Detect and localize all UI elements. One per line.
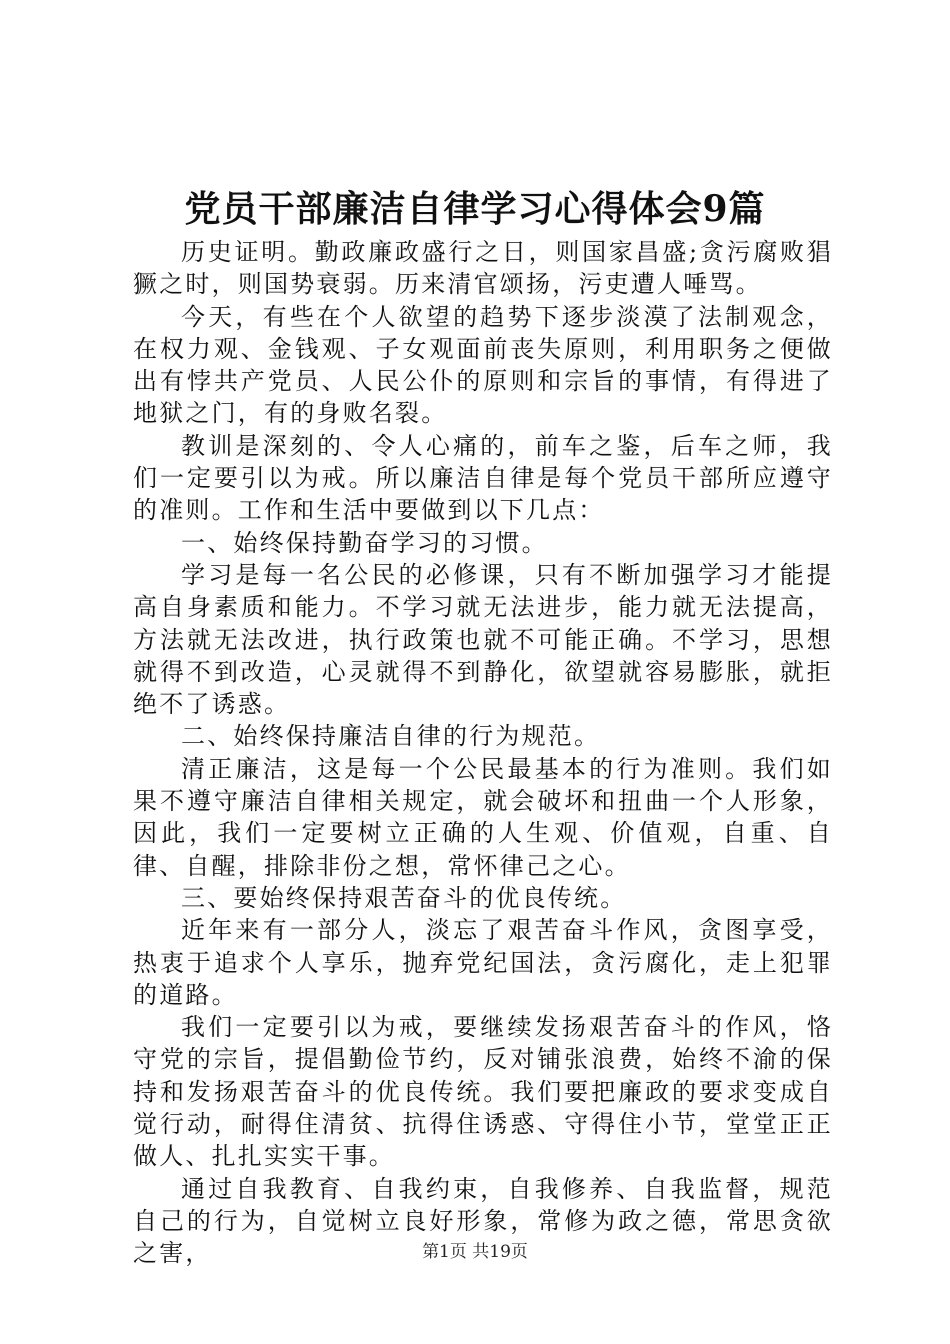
- paragraph: 通过自我教育、自我约束，自我修养、自我监督，规范自己的行为，自觉树立良好形象，常修为政之德，常思贪欲之害，: [133, 1174, 833, 1268]
- paragraph: 清正廉洁，这是每一个公民最基本的行为准则。我们如果不遵守廉洁自律相关规定，就会破坏和扭曲一个人形象，因此，我们一定要树立正确的人生观、价值观，自重、自律、自醒，排除非份之想，常怀律己之心。: [133, 754, 833, 880]
- paragraph: 历史证明。勤政廉政盛行之日，则国家昌盛;贪污腐败猖獗之时，则国势衰弱。历来清官颂扬，污吏遭人唾骂。: [133, 238, 833, 299]
- paragraph: 近年来有一部分人，淡忘了艰苦奋斗作风，贪图享受，热衷于追求个人享乐，抛弃党纪国法，贪污腐化，走上犯罪的道路。: [133, 916, 833, 1009]
- paragraph: 教训是深刻的、令人心痛的，前车之鉴，后车之师，我们一定要引以为戒。所以廉洁自律是每个党员干部所应遵守的准则。工作和生活中要做到以下几点：: [133, 431, 833, 525]
- paragraph: 学习是每一名公民的必修课，只有不断加强学习才能提高自身素质和能力。不学习就无法进步，能力就无法提高，方法就无法改进，执行政策也就不可能正确。不学习，思想就得不到改造，心灵就得不到静化，欲望就容易膨胀，就拒绝不了诱惑。: [133, 560, 833, 719]
- document-title: 党员干部廉洁自律学习心得体会9篇: [184, 188, 766, 230]
- section-heading: 三、要始终保持艰苦奋斗的优良传统。: [181, 883, 627, 912]
- paragraph: 我们一定要引以为戒，要继续发扬艰苦奋斗的作风，恪守党的宗旨，提倡勤俭节约，反对铺张浪费，始终不渝的保持和发扬艰苦奋斗的优良传统。我们要把廉政的要求变成自觉行动，耐得住清贫、抗得住诱惑、守得住小节，堂堂正正做人、扎扎实实干事。: [133, 1013, 833, 1171]
- section-heading: 二、始终保持廉洁自律的行为规范。: [181, 722, 601, 751]
- section-heading: 一、始终保持勤奋学习的习惯。: [181, 528, 548, 557]
- page-footer: 第1页 共19页: [422, 1242, 528, 1262]
- document-body: [133, 236, 833, 1270]
- paragraph: 今天，有些在个人欲望的趋势下逐步淡漠了法制观念，在权力观、金钱观、子女观面前丧失原则，利用职务之便做出有悖共产党员、人民公仆的原则和宗旨的事情，有得进了地狱之门，有的身败名裂。: [133, 302, 833, 428]
